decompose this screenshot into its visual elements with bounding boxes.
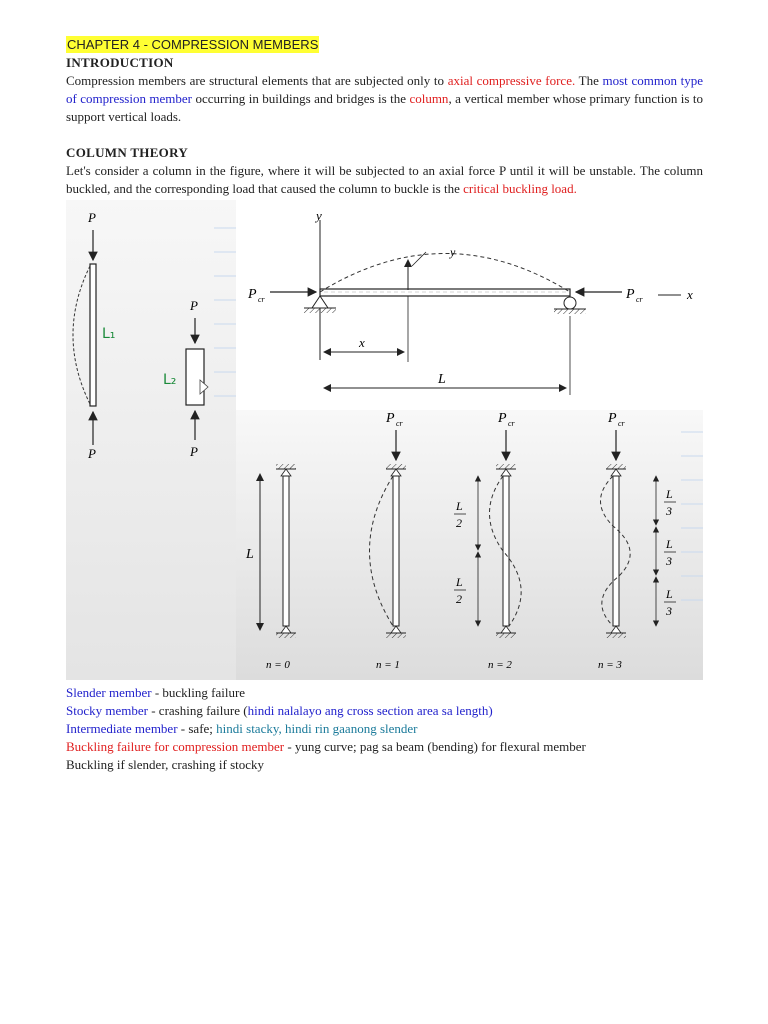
note-summary: Buckling if slender, crashing if stocky <box>66 757 265 772</box>
slender-load-bottom-label: P <box>88 446 96 461</box>
stocky-load-bottom-label: P <box>190 444 198 459</box>
mode-n2-load-label: P <box>498 411 507 426</box>
mode-n3-load-label: P <box>608 411 617 426</box>
theory-text: . <box>573 181 577 196</box>
theory-text: Let's consider a column in the figure, where it will be subjected to an axial force P until it will be unstable. The column buckled, and the corresponding load that caused the column to buckle is the <box>66 163 703 196</box>
intro-text: , a vertical member whose primary function is to support vertical loads. <box>66 91 703 124</box>
note-buckling-failure <box>66 738 703 756</box>
deflection-label: y <box>450 245 456 259</box>
column-theory-paragraph <box>66 162 703 198</box>
introduction-paragraph <box>66 72 703 126</box>
x-dimension-label: x <box>359 335 365 350</box>
note-term: Buckling failure for compression member <box>66 739 285 754</box>
mode-n2-frac2-den: 2 <box>456 592 462 606</box>
length-dimension-label: L <box>438 372 446 387</box>
note-comment: hindi stacky, hindi rin gaanong slender <box>216 721 418 736</box>
note-term: Slender member <box>66 685 152 700</box>
column-buckling-figure <box>66 200 703 680</box>
mode-n3-frac1-num: L <box>666 487 673 501</box>
mode-n3-frac2-den: 3 <box>666 554 672 568</box>
mode-n3-label: n = 3 <box>598 659 622 671</box>
note-slender <box>66 684 703 702</box>
mode-n0-label: n = 0 <box>266 659 290 671</box>
stocky-load-top-label: P <box>190 298 198 313</box>
member-notes <box>66 684 703 774</box>
mode-n1-load-subscript: cr <box>396 419 403 428</box>
mode-n3-frac1-den: 3 <box>666 504 672 518</box>
chapter-title: CHAPTER 4 - COMPRESSION MEMBERS <box>67 37 319 52</box>
note-intermediate <box>66 720 703 738</box>
mode-n0-length-label: L <box>246 547 254 562</box>
intro-highlight-column: column <box>409 91 449 106</box>
mode-n3-frac2-num: L <box>666 537 673 551</box>
note-text: - safe; <box>177 721 217 736</box>
pcr-right-label: P <box>626 287 635 302</box>
mode-n3-load-subscript: cr <box>618 419 625 428</box>
note-term: Stocky member <box>66 703 148 718</box>
mode-n1-load-label: P <box>386 411 395 426</box>
note-stocky <box>66 702 703 720</box>
figure-svg <box>66 200 703 680</box>
y-axis-label: y <box>316 208 322 223</box>
intro-highlight-common-type: most common type of compression member <box>66 73 703 106</box>
intro-text: occurring in buildings and bridges is the <box>192 91 410 106</box>
document-page <box>66 36 703 774</box>
intro-text: Compression members are structural elements that are subjected only to <box>66 73 448 88</box>
x-axis-label: x <box>687 287 693 302</box>
note-text: - buckling failure <box>151 685 246 700</box>
intro-highlight-axial: axial compressive force. <box>447 73 576 88</box>
pcr-right-subscript: cr <box>636 295 643 304</box>
pcr-left-label: P <box>248 287 257 302</box>
note-comment: hindi nalalayo ang cross section area sa length) <box>247 703 493 718</box>
slender-load-top-label: P <box>88 210 96 225</box>
intro-text: The <box>575 73 603 88</box>
column-theory-heading: COLUMN THEORY <box>66 145 189 160</box>
modes-panel-bg <box>236 410 703 680</box>
mode-n3-frac3-den: 3 <box>666 604 672 618</box>
mode-n2-frac1-num: L <box>456 499 463 513</box>
theory-highlight-critical-load: critical buckling load <box>463 181 574 196</box>
beam-body <box>320 289 570 296</box>
note-text: - yung curve; pag sa beam (bending) for flexural member <box>284 739 586 754</box>
mode-n1-label: n = 1 <box>376 659 400 671</box>
stocky-length-label: L₂ <box>163 372 177 388</box>
beam-panel-bg <box>236 200 703 410</box>
mode-n2-frac2-num: L <box>456 575 463 589</box>
slender-length-label: L₁ <box>102 326 116 342</box>
mode-n2-frac1-den: 2 <box>456 516 462 530</box>
mode-n2-label: n = 2 <box>488 659 512 671</box>
note-term: Intermediate member <box>66 721 178 736</box>
pcr-left-subscript: cr <box>258 295 265 304</box>
mode-n2-load-subscript: cr <box>508 419 515 428</box>
introduction-heading: INTRODUCTION <box>66 55 174 70</box>
mode-n3-frac3-num: L <box>666 587 673 601</box>
note-text: - crashing failure ( <box>147 703 248 718</box>
